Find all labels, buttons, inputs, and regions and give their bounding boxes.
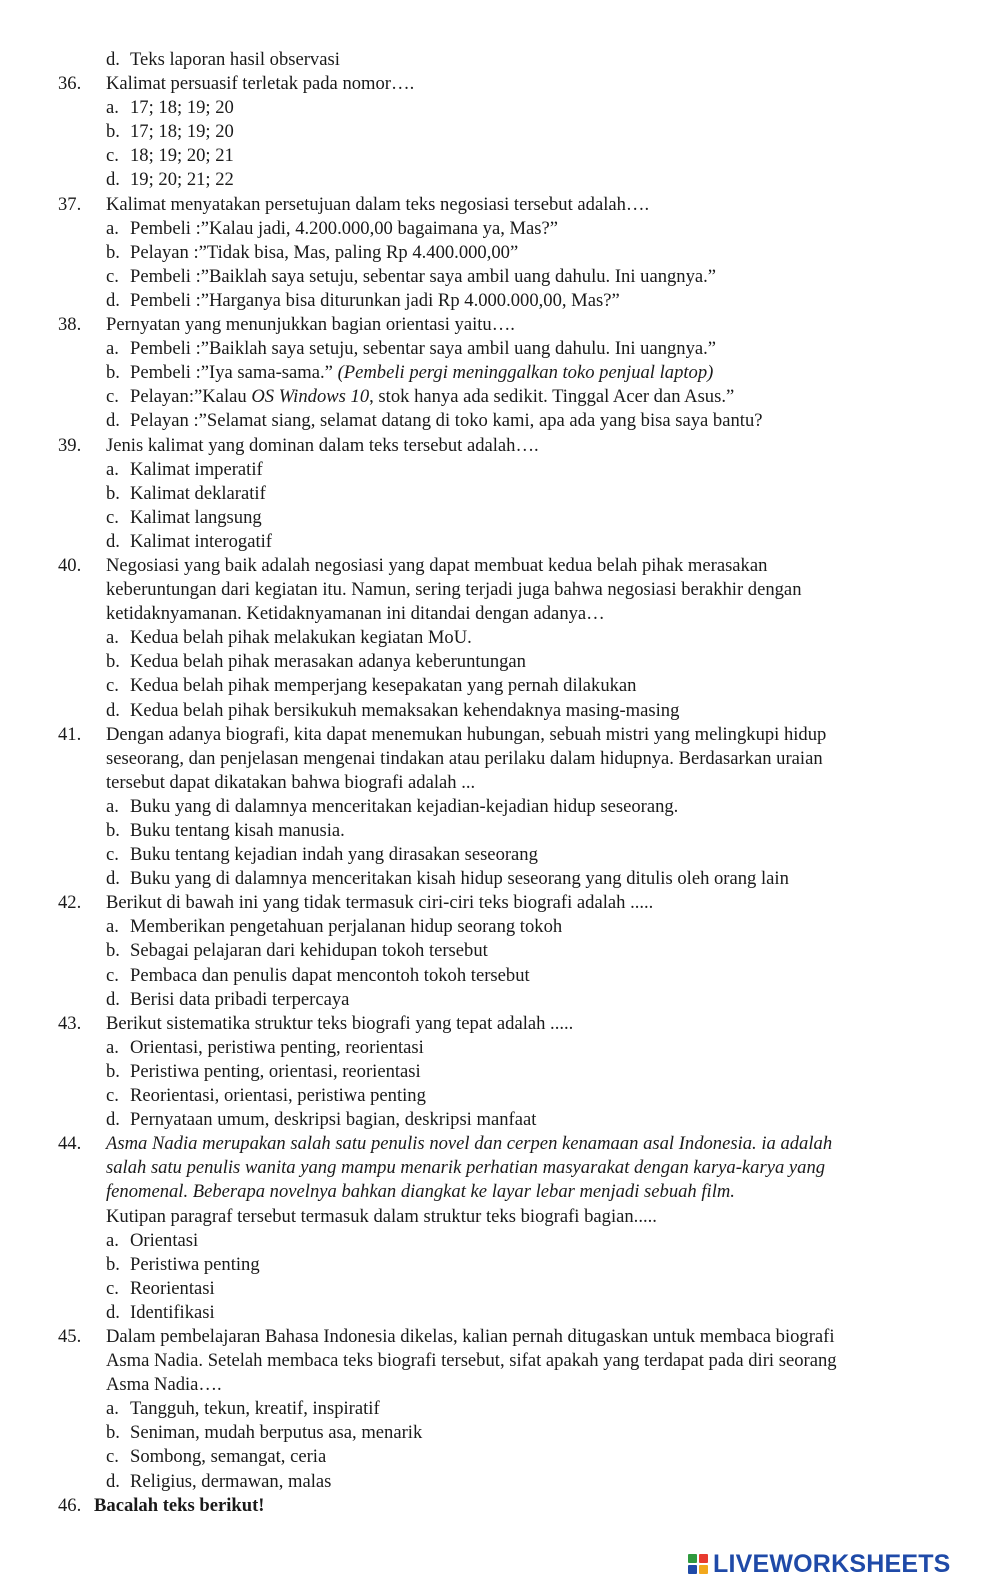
option-letter: b. <box>106 1253 120 1275</box>
answer-option-content <box>106 843 538 867</box>
question-text: Kalimat menyatakan persetujuan dalam teks negosiasi tersebut adalah…. <box>106 193 650 215</box>
question-text-continuation <box>0 602 1000 626</box>
answer-option <box>0 530 1000 554</box>
option-letter: b. <box>106 121 120 143</box>
question-text: fenomenal. Beberapa novelnya bahkan diangkat ke layar lebar menjadi sebuah film. <box>106 1181 735 1203</box>
answer-option-content <box>106 939 488 963</box>
option-text: Pembeli :”Kalau jadi, 4.200.000,00 bagaimana ya, Mas?” <box>130 217 559 239</box>
option-text: Religius, dermawan, malas <box>130 1470 332 1492</box>
option-italic-text: (Pembeli pergi meninggalkan toko penjual laptop) <box>337 362 714 384</box>
question-text: Asma Nadia. Setelah membaca teks biografi tersebut, sifat apakah yang terdapat pada diri seorang <box>106 1350 837 1372</box>
option-letter: a. <box>106 627 119 649</box>
option-letter: b. <box>106 362 120 384</box>
question-text-continuation <box>0 771 1000 795</box>
answer-option-content <box>106 1253 260 1277</box>
question-text: Pernyatan yang menunjukkan bagian orientasi yaitu…. <box>106 314 515 336</box>
answer-option <box>0 482 1000 506</box>
option-letter: d. <box>106 868 120 890</box>
answer-option-content <box>106 795 678 819</box>
option-letter: d. <box>106 1109 120 1131</box>
answer-option-content <box>106 650 526 674</box>
option-letter: a. <box>106 1229 119 1251</box>
option-letter: a. <box>106 458 119 480</box>
option-text: Berisi data pribadi terpercaya <box>130 988 350 1010</box>
question-text-continuation <box>0 1156 1000 1180</box>
answer-option <box>0 385 1000 409</box>
option-letter: d. <box>106 699 120 721</box>
answer-option <box>0 964 1000 988</box>
worksheet-page <box>0 48 1000 1518</box>
answer-option-content <box>106 1421 422 1445</box>
question-line <box>0 1132 1000 1156</box>
question-number: 43. <box>58 1012 82 1034</box>
option-text: 17; 18; 19; 20 <box>130 97 234 119</box>
option-letter: c. <box>106 1277 119 1299</box>
question-text-continuation <box>0 1349 1000 1373</box>
answer-option-content <box>106 988 349 1012</box>
answer-option <box>0 241 1000 265</box>
answer-option <box>0 1253 1000 1277</box>
answer-option-content <box>106 530 272 554</box>
answer-option <box>0 795 1000 819</box>
option-letter: b. <box>106 241 120 263</box>
answer-option-content <box>106 168 234 192</box>
question-number: 44. <box>58 1133 82 1155</box>
option-text: Pembaca dan penulis dapat mencontoh tokoh tersebut <box>130 964 530 986</box>
answer-option <box>0 1397 1000 1421</box>
logo-square-4 <box>699 1565 708 1574</box>
answer-option-content <box>106 144 234 168</box>
question-number: 46. <box>58 1494 82 1516</box>
question-line <box>0 313 1000 337</box>
question-number: 38. <box>58 314 82 336</box>
option-text: Orientasi, peristiwa penting, reorientasi <box>130 1036 424 1058</box>
answer-option-content <box>106 482 266 506</box>
answer-option-content <box>106 1060 421 1084</box>
answer-option <box>0 939 1000 963</box>
answer-option <box>0 96 1000 120</box>
option-letter: d. <box>106 410 120 432</box>
option-text: Pembeli :”Harganya bisa diturunkan jadi Rp 4.000.000,00, Mas?” <box>130 289 620 311</box>
answer-option <box>0 217 1000 241</box>
option-letter: b. <box>106 482 120 504</box>
question-number: 36. <box>58 73 82 95</box>
answer-option-content <box>106 409 763 433</box>
question-text: Dalam pembelajaran Bahasa Indonesia dikelas, kalian pernah ditugaskan untuk membaca biografi <box>106 1325 835 1347</box>
logo-text: LIVEWORKSHEETS <box>713 1549 951 1578</box>
answer-option <box>0 1470 1000 1494</box>
question-text-continuation <box>0 578 1000 602</box>
answer-option <box>0 1036 1000 1060</box>
answer-option <box>0 843 1000 867</box>
question-line <box>0 72 1000 96</box>
answer-option-content <box>106 1036 424 1060</box>
answer-option <box>0 1445 1000 1469</box>
option-letter: c. <box>106 675 119 697</box>
option-letter: d. <box>106 988 120 1010</box>
option-letter: d. <box>106 1470 120 1492</box>
option-text: Sombong, semangat, ceria <box>130 1446 327 1468</box>
question-text-continuation <box>0 1205 1000 1229</box>
option-italic-text: OS Windows 10 <box>251 386 370 408</box>
question-text: tersebut dapat dikatakan bahwa biografi adalah ... <box>106 771 476 793</box>
option-text: Kalimat langsung <box>130 506 262 528</box>
question-text-continuation <box>0 1373 1000 1397</box>
option-text: Pembeli :”Baiklah saya setuju, sebentar saya ambil uang dahulu. Ini uangnya.” <box>130 265 717 287</box>
option-text: Kedua belah pihak bersikukuh memaksakan kehendaknya masing-masing <box>130 699 680 721</box>
answer-option <box>0 988 1000 1012</box>
question-text: Jenis kalimat yang dominan dalam teks tersebut adalah…. <box>106 434 539 456</box>
answer-option-content <box>106 96 234 120</box>
option-text: Kalimat imperatif <box>130 458 263 480</box>
logo-square-2 <box>699 1554 708 1563</box>
answer-option-content <box>106 265 716 289</box>
answer-option <box>0 1277 1000 1301</box>
liveworksheets-logo-icon <box>688 1554 708 1574</box>
question-text: Kalimat persuasif terletak pada nomor…. <box>106 73 415 95</box>
answer-option-content <box>106 1277 215 1301</box>
question-text: Dengan adanya biografi, kita dapat menemukan hubungan, sebuah mistri yang melingkupi hidup <box>106 723 827 745</box>
option-letter: c. <box>106 964 119 986</box>
option-letter: b. <box>106 651 120 673</box>
answer-option-content <box>106 819 345 843</box>
option-text: Pelayan :”Tidak bisa, Mas, paling Rp 4.400.000,00” <box>130 241 519 263</box>
answer-option <box>0 1084 1000 1108</box>
option-text: Orientasi <box>130 1229 199 1251</box>
option-text-after: , stok hanya ada sedikit. Tinggal Acer dan Asus.” <box>369 386 735 408</box>
option-text: Reorientasi <box>130 1277 215 1299</box>
question-text-continuation <box>0 1180 1000 1204</box>
question-text-continuation <box>0 747 1000 771</box>
option-text: Buku tentang kejadian indah yang dirasakan seseorang <box>130 844 538 866</box>
option-text: Peristiwa penting, orientasi, reorientasi <box>130 1060 421 1082</box>
answer-option <box>0 168 1000 192</box>
option-letter: c. <box>106 1446 119 1468</box>
answer-option-content <box>106 626 472 650</box>
option-text: Identifikasi <box>130 1301 215 1323</box>
answer-option-content <box>106 120 234 144</box>
answer-option <box>0 409 1000 433</box>
answer-option <box>0 337 1000 361</box>
option-text: Seniman, mudah berputus asa, menarik <box>130 1422 423 1444</box>
option-letter: c. <box>106 265 119 287</box>
answer-option <box>0 626 1000 650</box>
answer-option <box>0 1229 1000 1253</box>
option-text: Buku yang di dalamnya menceritakan kisah hidup seseorang yang ditulis oleh orang lain <box>130 868 789 890</box>
option-letter: a. <box>106 217 119 239</box>
question-text: Asma Nadia…. <box>106 1374 222 1396</box>
option-letter: a. <box>106 916 119 938</box>
option-letter: c. <box>106 1085 119 1107</box>
answer-option <box>0 1060 1000 1084</box>
question-text: Kutipan paragraf tersebut termasuk dalam struktur teks biografi bagian..... <box>106 1205 657 1227</box>
option-text: Pernyataan umum, deskripsi bagian, deskripsi manfaat <box>130 1109 537 1131</box>
question-line <box>0 723 1000 747</box>
question-text: salah satu penulis wanita yang mampu menarik perhatian masyarakat dengan karya-karya yang <box>106 1157 826 1179</box>
question-text: Asma Nadia merupakan salah satu penulis novel dan cerpen kenamaan asal Indonesia. ia adalah <box>106 1133 833 1155</box>
question-line <box>0 1494 1000 1518</box>
option-letter: d. <box>106 49 120 70</box>
option-text: Peristiwa penting <box>130 1253 260 1275</box>
question-heading: Bacalah teks berikut! <box>94 1494 265 1516</box>
answer-option <box>0 144 1000 168</box>
option-letter: a. <box>106 1398 119 1420</box>
answer-option-content <box>106 1301 215 1325</box>
answer-option <box>0 819 1000 843</box>
option-letter: b. <box>106 940 120 962</box>
option-text: Teks laporan hasil observasi <box>130 49 340 70</box>
answer-option-content <box>106 1084 426 1108</box>
answer-option-content <box>106 915 562 939</box>
option-letter: a. <box>106 97 119 119</box>
question-text: Berikut di bawah ini yang tidak termasuk ciri-ciri teks biografi adalah ..... <box>106 892 654 914</box>
option-text: 17; 18; 19; 20 <box>130 121 234 143</box>
option-letter: d. <box>106 530 120 552</box>
option-text: Memberikan pengetahuan perjalanan hidup seorang tokoh <box>130 916 563 938</box>
answer-option <box>0 699 1000 723</box>
option-text: Pelayan :”Selamat siang, selamat datang di toko kami, apa ada yang bisa saya bantu? <box>130 410 763 432</box>
answer-option-content <box>106 674 636 698</box>
answer-option-content <box>106 699 679 723</box>
answer-option-content <box>106 867 789 891</box>
answer-option-content <box>106 1445 326 1469</box>
option-text: Kalimat interogatif <box>130 530 272 552</box>
answer-option <box>0 361 1000 385</box>
question-text: seseorang, dan penjelasan mengenai tindakan atau perilaku dalam hidupnya. Berdasarkan uraian <box>106 747 823 769</box>
option-letter: b. <box>106 820 120 841</box>
question-number: 45. <box>58 1325 82 1347</box>
option-text: Kalimat deklaratif <box>130 482 266 504</box>
answer-option-content <box>106 337 716 361</box>
question-number: 39. <box>58 434 82 456</box>
option-letter: c. <box>106 145 119 167</box>
answer-option <box>0 506 1000 530</box>
option-letter: a. <box>106 795 119 817</box>
answer-option-content <box>106 385 734 409</box>
question-number: 41. <box>58 723 82 745</box>
question-number: 40. <box>58 554 82 576</box>
question-number: 42. <box>58 892 82 914</box>
answer-option <box>0 458 1000 482</box>
option-text: Buku yang di dalamnya menceritakan kejadian-kejadian hidup seseorang. <box>130 795 679 817</box>
option-text: Reorientasi, orientasi, peristiwa penting <box>130 1085 426 1107</box>
option-letter: c. <box>106 386 119 408</box>
option-letter: c. <box>106 844 119 866</box>
option-text: Kedua belah pihak merasakan adanya keberuntungan <box>130 651 526 673</box>
option-text: Sebagai pelajaran dari kehidupan tokoh tersebut <box>130 940 488 962</box>
answer-option-content <box>106 217 558 241</box>
answer-option-content <box>106 1397 380 1421</box>
option-letter: a. <box>106 1036 119 1058</box>
option-text: Tangguh, tekun, kreatif, inspiratif <box>130 1398 380 1420</box>
answer-option-content <box>106 361 713 385</box>
answer-option <box>0 650 1000 674</box>
logo-square-1 <box>688 1554 697 1563</box>
answer-option-content <box>106 964 530 988</box>
answer-option-content <box>106 458 263 482</box>
question-text: Negosiasi yang baik adalah negosiasi yang dapat membuat kedua belah pihak merasakan <box>106 554 768 576</box>
answer-option-content <box>106 1108 536 1132</box>
option-text: 19; 20; 21; 22 <box>130 169 234 191</box>
option-letter: c. <box>106 506 119 528</box>
question-text: keberuntungan dari kegiatan itu. Namun, sering terjadi juga bahwa negosiasi berakhir dengan <box>106 579 802 601</box>
option-letter: b. <box>106 1060 120 1082</box>
option-letter: d. <box>106 289 120 311</box>
question-line <box>0 434 1000 458</box>
answer-option-content <box>106 289 620 313</box>
option-text: Pembeli :”Baiklah saya setuju, sebentar saya ambil uang dahulu. Ini uangnya.” <box>130 338 717 360</box>
question-line <box>0 891 1000 915</box>
answer-option <box>0 265 1000 289</box>
question-line <box>0 554 1000 578</box>
question-line <box>0 1325 1000 1349</box>
question-number: 37. <box>58 193 82 215</box>
question-text: Berikut sistematika struktur teks biografi yang tepat adalah ..... <box>106 1012 574 1034</box>
option-letter: b. <box>106 1422 120 1444</box>
answer-option <box>0 1108 1000 1132</box>
answer-option <box>0 867 1000 891</box>
answer-option-content <box>106 241 518 265</box>
answer-option-content <box>106 1470 331 1494</box>
question-text: ketidaknyamanan. Ketidaknyamanan ini ditandai dengan adanya… <box>106 603 605 625</box>
option-text: Kedua belah pihak memperjang kesepakatan yang pernah dilakukan <box>130 675 637 697</box>
answer-option <box>0 289 1000 313</box>
answer-option-content <box>106 1229 198 1253</box>
answer-option <box>0 915 1000 939</box>
option-letter: d. <box>106 169 120 191</box>
logo-square-3 <box>688 1565 697 1574</box>
option-letter: a. <box>106 338 119 360</box>
answer-option <box>0 48 1000 72</box>
option-text: 18; 19; 20; 21 <box>130 145 234 167</box>
option-text: Pembeli :”Iya sama-sama.” <box>130 362 333 384</box>
answer-option-content <box>106 48 340 72</box>
answer-option <box>0 674 1000 698</box>
answer-option-content <box>106 506 262 530</box>
question-line <box>0 193 1000 217</box>
option-text: Kedua belah pihak melakukan kegiatan MoU. <box>130 627 472 649</box>
liveworksheets-logo[interactable] <box>688 1548 951 1580</box>
option-text: Buku tentang kisah manusia. <box>130 820 345 841</box>
answer-option <box>0 1301 1000 1325</box>
answer-option <box>0 120 1000 144</box>
option-text: Pelayan:”Kalau <box>130 386 247 408</box>
question-line <box>0 1012 1000 1036</box>
option-letter: d. <box>106 1301 120 1323</box>
answer-option <box>0 1421 1000 1445</box>
